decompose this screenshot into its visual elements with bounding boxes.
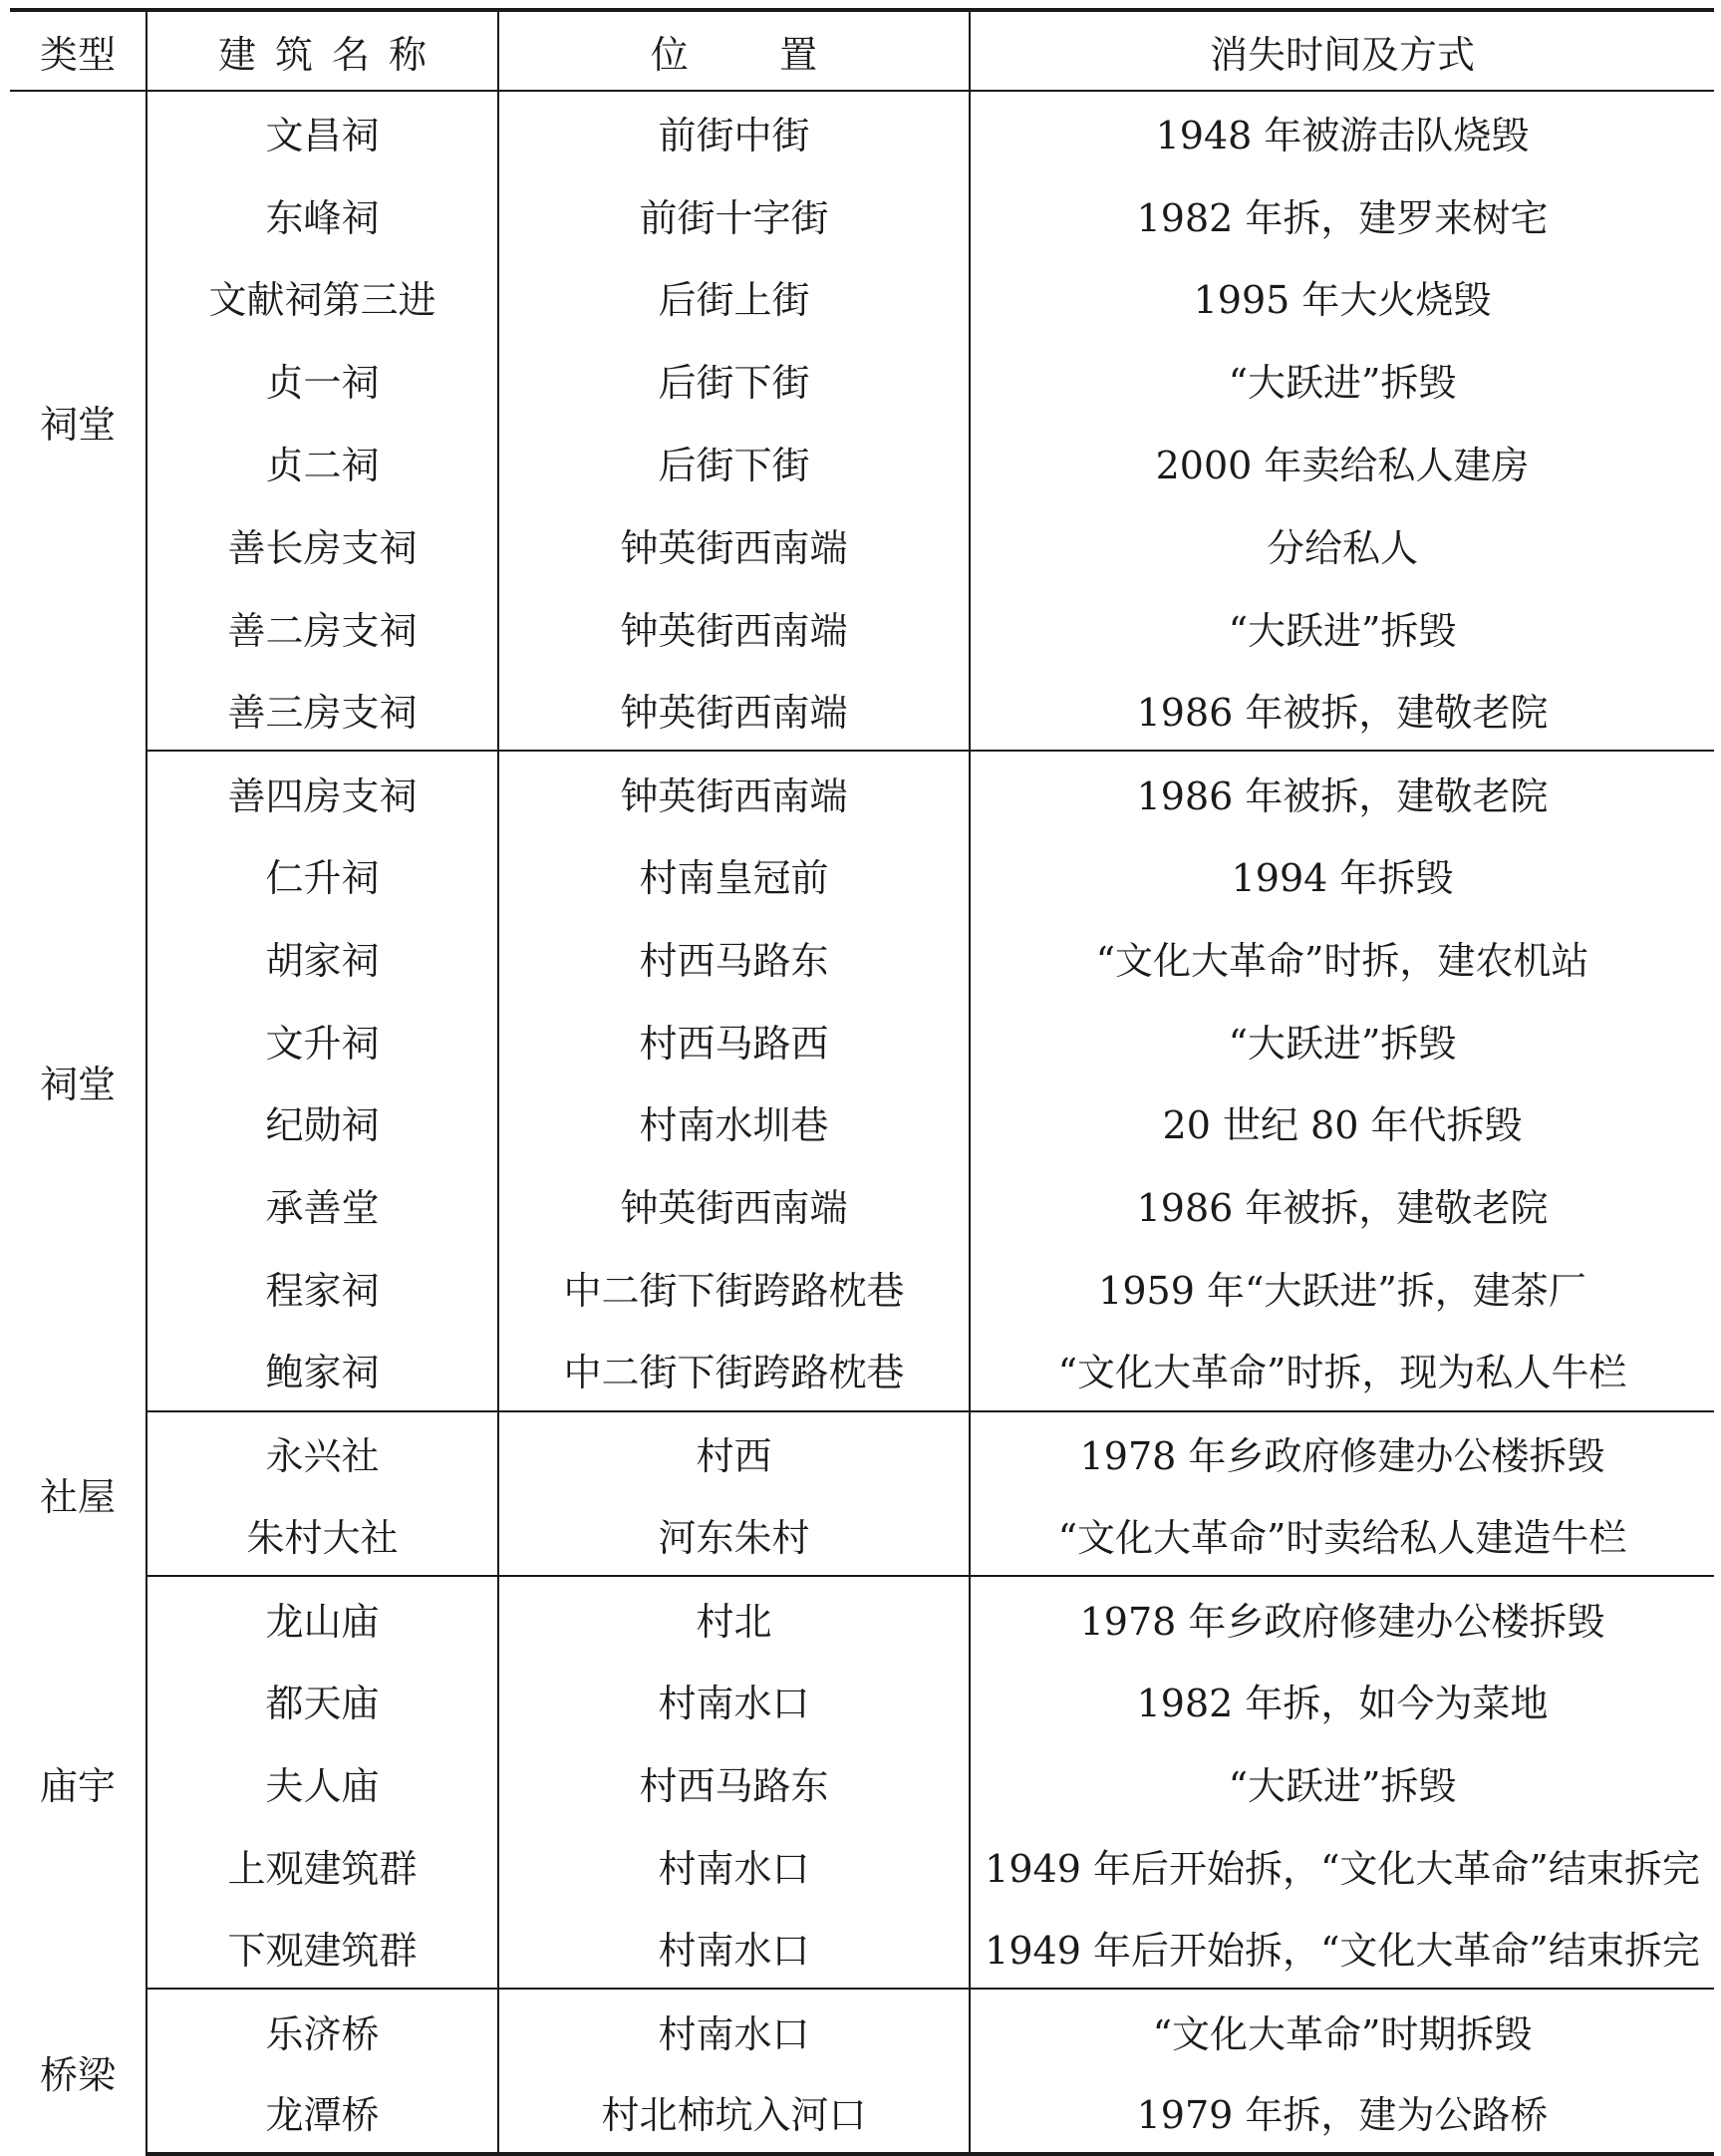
location-cell: 村南水口 (498, 1659, 970, 1741)
table-row (10, 173, 1714, 256)
fate-cell: 1978 年乡政府修建办公楼拆毁 (970, 1576, 1714, 1659)
location-cell: 钟英街西南端 (498, 751, 970, 833)
header-row (10, 10, 1714, 91)
table-row (10, 999, 1714, 1081)
location-cell: 村南水口 (498, 1989, 970, 2071)
location-cell: 钟英街西南端 (498, 669, 970, 752)
header-location (498, 10, 970, 91)
fate-cell: 1986 年被拆，建敬老院 (970, 1163, 1714, 1246)
fate-cell: 1986 年被拆，建敬老院 (970, 669, 1714, 752)
fate-cell: “文化大革命”时拆，现为私人牛栏 (970, 1329, 1714, 1411)
building-name-cell: 仁升祠 (265, 856, 380, 901)
building-name-cell: 永兴社 (146, 1411, 498, 1494)
building-name-cell: 承善堂 (265, 1186, 380, 1231)
location-cell: 钟英街西南端 (498, 503, 970, 586)
location-cell: 后街下街 (498, 338, 970, 421)
table-row (10, 421, 1714, 503)
location-cell: 河东朱村 (498, 1494, 970, 1577)
category-cell: 社屋 (10, 1411, 146, 1577)
fate-cell: 分给私人 (970, 503, 1714, 586)
header-name-text: 建筑名称 (217, 32, 445, 77)
location-cell: 村北 (498, 1576, 970, 1659)
header-type: 类型 (10, 10, 146, 91)
building-name-cell: 文昌祠 (146, 91, 498, 173)
table-row (10, 1907, 1714, 1990)
table-row (10, 1989, 1714, 2071)
fate-cell: 20 世纪 80 年代拆毁 (970, 1081, 1714, 1164)
fate-cell: 2000 年卖给私人建房 (970, 421, 1714, 503)
fate-cell: “文化大革命”时拆，建农机站 (970, 916, 1714, 999)
building-name-cell: 贞二祠 (265, 444, 380, 488)
table-row (10, 586, 1714, 669)
fate-cell: 1982 年拆，建罗来树宅 (970, 173, 1714, 256)
fate-cell: “大跃进”拆毁 (970, 999, 1714, 1081)
building-name-cell: 文献祠第三进 (208, 278, 436, 323)
table-row (10, 916, 1714, 999)
building-name-cell: 龙潭桥 (146, 2071, 498, 2154)
table-row (10, 338, 1714, 421)
building-name-cell: 善四房支祠 (146, 751, 498, 833)
location-cell: 村南皇冠前 (498, 833, 970, 916)
location-cell: 前街中街 (498, 91, 970, 173)
table-header (10, 10, 1714, 91)
table-row (10, 256, 1714, 339)
location-cell: 村西马路西 (498, 999, 970, 1081)
fate-cell: 1982 年拆，如今为菜地 (970, 1659, 1714, 1741)
building-name-cell: 夫人庙 (265, 1763, 380, 1808)
fate-cell: 1978 年乡政府修建办公楼拆毁 (970, 1411, 1714, 1494)
building-name-cell: 善三房支祠 (146, 669, 498, 752)
building-name-cell: 善二房支祠 (227, 608, 418, 653)
fate-cell: “大跃进”拆毁 (970, 338, 1714, 421)
fate-cell: 1994 年拆毁 (970, 833, 1714, 916)
location-cell: 村北柿坑入河口 (498, 2071, 970, 2154)
location-cell: 中二街下街跨路枕巷 (498, 1329, 970, 1411)
building-name-cell: 纪勋祠 (265, 1103, 380, 1148)
table-row (10, 1163, 1714, 1246)
category-cell: 桥梁 (10, 1989, 146, 2154)
location-cell: 中二街下街跨路枕巷 (498, 1246, 970, 1329)
table-row (10, 503, 1714, 586)
category-cell: 庙宇 (10, 1576, 146, 1989)
header-location-text: 位置 (650, 32, 909, 77)
fate-cell: 1949 年后开始拆，“文化大革命”结束拆完 (970, 1907, 1714, 1990)
table-row (10, 1741, 1714, 1824)
fate-cell: “文化大革命”时卖给私人建造牛栏 (970, 1494, 1714, 1577)
location-cell: 村西马路东 (498, 1741, 970, 1824)
building-name-cell: 文升祠 (265, 1021, 380, 1066)
table-row (10, 1494, 1714, 1577)
table-row (10, 2071, 1714, 2154)
demolished-buildings-table-wrapper (10, 8, 1714, 2156)
table-row (10, 669, 1714, 752)
table-row (10, 1576, 1714, 1659)
location-cell: 村南水口 (498, 1824, 970, 1907)
table-row (10, 751, 1714, 833)
table-row (10, 1246, 1714, 1329)
building-name-cell: 朱村大社 (146, 1494, 498, 1577)
fate-cell: “大跃进”拆毁 (970, 1741, 1714, 1824)
location-cell: 钟英街西南端 (498, 1163, 970, 1246)
header-name (146, 10, 498, 91)
table-row (10, 1329, 1714, 1411)
building-name-cell: 胡家祠 (265, 938, 380, 983)
table-row (10, 1411, 1714, 1494)
building-name-cell: 程家祠 (265, 1269, 380, 1314)
location-cell: 钟英街西南端 (498, 586, 970, 669)
location-cell: 后街下街 (498, 421, 970, 503)
fate-cell: 1995 年大火烧毁 (970, 256, 1714, 339)
table-row (10, 1824, 1714, 1907)
table-row (10, 1659, 1714, 1741)
location-cell: 后街上街 (498, 256, 970, 339)
location-cell: 村西马路东 (498, 916, 970, 999)
building-name-cell: 龙山庙 (146, 1576, 498, 1659)
table-row (10, 1081, 1714, 1164)
category-cell: 祠堂 (10, 751, 146, 1410)
building-name-cell: 贞一祠 (265, 361, 380, 406)
fate-cell: “文化大革命”时期拆毁 (970, 1989, 1714, 2071)
header-fate: 消失时间及方式 (970, 10, 1714, 91)
fate-cell: 1986 年被拆，建敬老院 (970, 751, 1714, 833)
table-row (10, 91, 1714, 173)
demolished-buildings-table (10, 8, 1714, 2156)
category-cell: 祠堂 (10, 91, 146, 751)
fate-cell: 1959 年“大跃进”拆，建茶厂 (970, 1246, 1714, 1329)
fate-cell: 1948 年被游击队烧毁 (970, 91, 1714, 173)
building-name-cell: 善长房支祠 (227, 525, 418, 570)
location-cell: 前街十字街 (498, 173, 970, 256)
fate-cell: 1949 年后开始拆，“文化大革命”结束拆完 (970, 1824, 1714, 1907)
table-body (10, 91, 1714, 2154)
location-cell: 村南水圳巷 (498, 1081, 970, 1164)
table-row (10, 833, 1714, 916)
building-name-cell: 乐济桥 (146, 1989, 498, 2071)
location-cell: 村西 (498, 1411, 970, 1494)
building-name-cell: 都天庙 (265, 1682, 380, 1726)
fate-cell: “大跃进”拆毁 (970, 586, 1714, 669)
fate-cell: 1979 年拆，建为公路桥 (970, 2071, 1714, 2154)
building-name-cell: 下观建筑群 (146, 1907, 498, 1990)
building-name-cell: 东峰祠 (265, 195, 380, 240)
location-cell: 村南水口 (498, 1907, 970, 1990)
building-name-cell: 鲍家祠 (146, 1329, 498, 1411)
building-name-cell: 上观建筑群 (227, 1846, 418, 1891)
